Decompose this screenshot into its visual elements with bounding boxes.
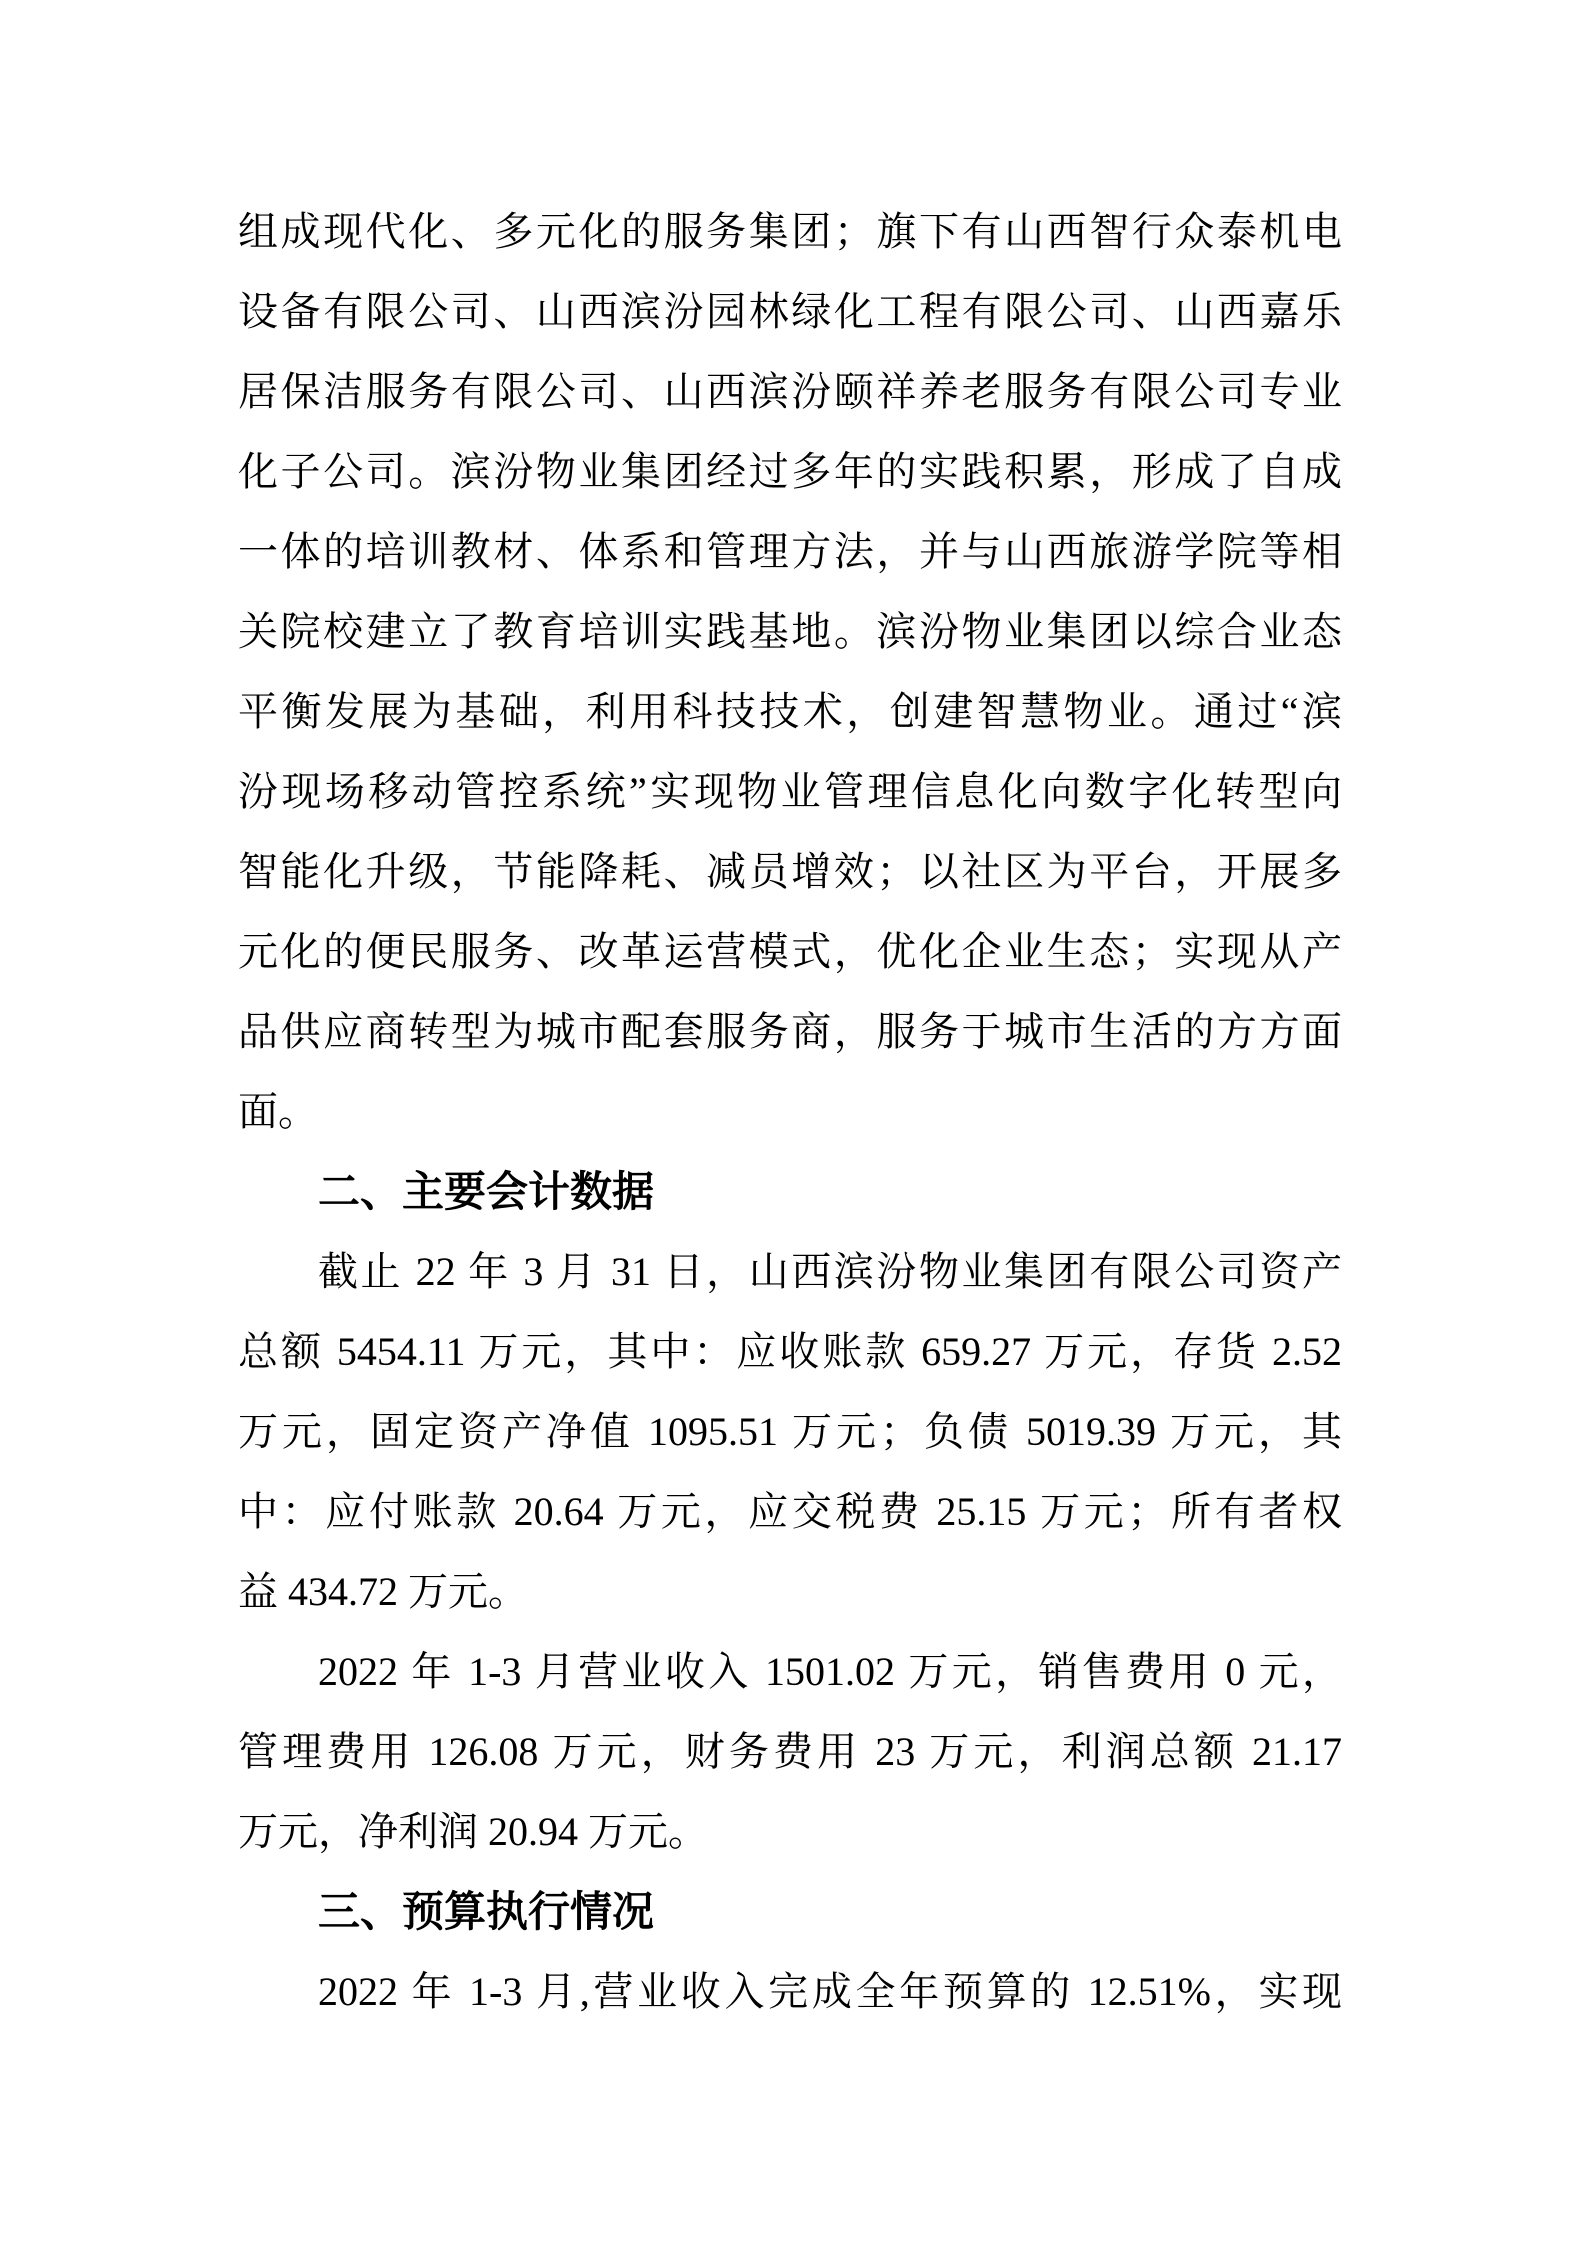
section-heading-budget-execution: 三、预算执行情况: [318, 1888, 655, 1935]
body-line: 品供应商转型为城市配套服务商，服务于城市生活的方方面: [238, 1009, 1342, 1054]
body-line: 一体的培训教材、体系和管理方法，并与山西旅游学院等相: [238, 529, 1342, 574]
body-line: 万元，净利润 20.94 万元。: [238, 1809, 708, 1854]
body-line: 2022 年 1-3 月营业收入 1501.02 万元，销售费用 0 元，: [318, 1649, 1342, 1694]
body-line: 管理费用 126.08 万元，财务费用 23 万元，利润总额 21.17: [238, 1729, 1342, 1774]
body-line: 益 434.72 万元。: [238, 1569, 528, 1614]
body-line: 2022 年 1-3 月,营业收入完成全年预算的 12.51%，实现: [318, 1969, 1342, 2014]
body-line: 中：应付账款 20.64 万元，应交税费 25.15 万元；所有者权: [238, 1489, 1342, 1534]
body-line: 组成现代化、多元化的服务集团；旗下有山西智行众泰机电: [238, 209, 1342, 254]
body-line: 截止 22 年 3 月 31 日，山西滨汾物业集团有限公司资产: [318, 1249, 1342, 1294]
body-line: 关院校建立了教育培训实践基地。滨汾物业集团以综合业态: [238, 609, 1342, 654]
body-line: 元化的便民服务、改革运营模式，优化企业生态；实现从产: [238, 929, 1342, 974]
section-heading-accounting-data: 二、主要会计数据: [318, 1168, 655, 1215]
body-line: 总额 5454.11 万元，其中：应收账款 659.27 万元，存货 2.52: [238, 1329, 1342, 1374]
body-line: 万元，固定资产净值 1095.51 万元；负债 5019.39 万元，其: [238, 1409, 1342, 1454]
body-line: 智能化升级，节能降耗、减员增效；以社区为平台，开展多: [238, 849, 1342, 894]
body-line: 设备有限公司、山西滨汾园林绿化工程有限公司、山西嘉乐: [238, 289, 1342, 334]
body-line: 化子公司。滨汾物业集团经过多年的实践积累，形成了自成: [238, 449, 1342, 494]
body-line: 平衡发展为基础，利用科技技术，创建智慧物业。通过“滨: [238, 689, 1342, 734]
document-body: [238, 192, 1342, 2032]
body-line: 居保洁服务有限公司、山西滨汾颐祥养老服务有限公司专业: [238, 369, 1342, 414]
body-line: 汾现场移动管控系统”实现物业管理信息化向数字化转型向: [238, 769, 1342, 814]
body-line: 面。: [238, 1089, 318, 1134]
